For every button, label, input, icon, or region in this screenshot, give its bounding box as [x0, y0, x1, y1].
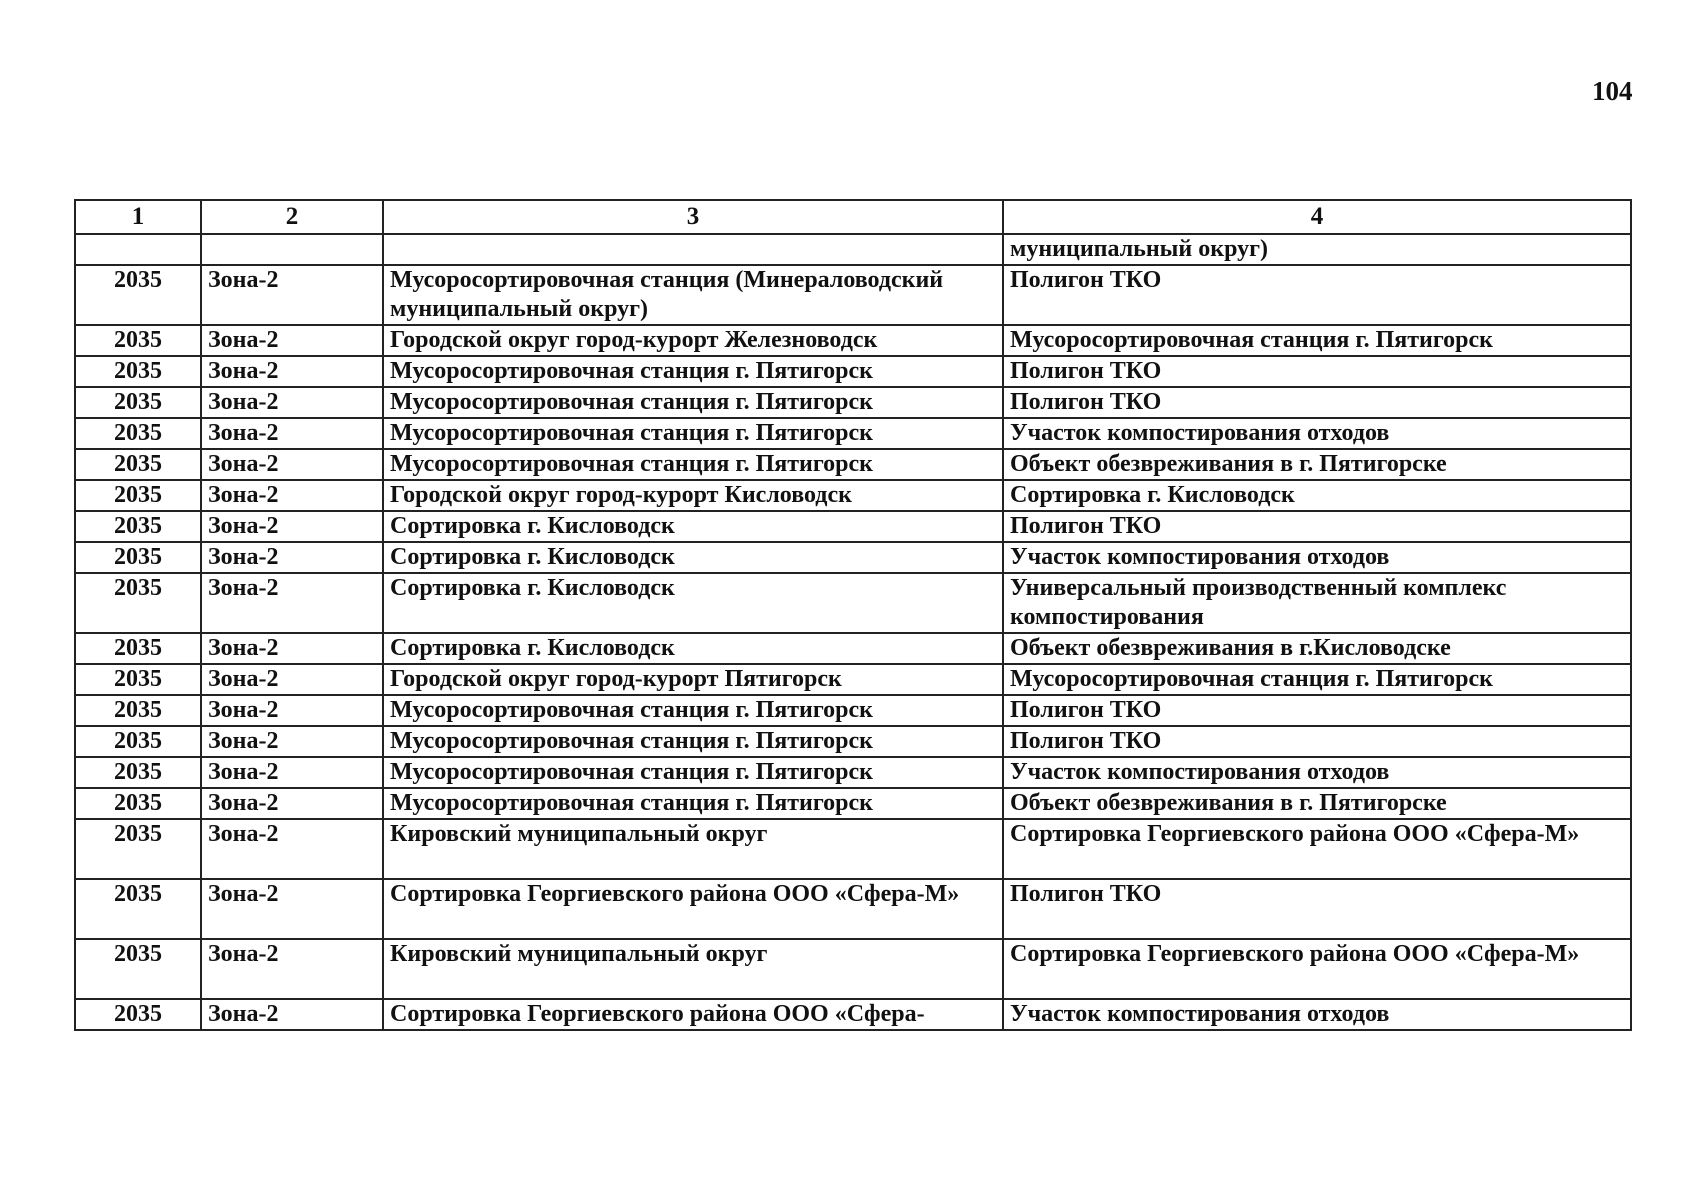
destination-cell: Мусоросортировочная станция г. Пятигорск: [1003, 325, 1631, 356]
destination-cell: Мусоросортировочная станция г. Пятигорск: [1003, 664, 1631, 695]
destination-cell: Участок компостирования отходов: [1003, 418, 1631, 449]
zone-cell: Зона-2: [201, 633, 383, 664]
destination-cell: Полигон ТКО: [1003, 265, 1631, 325]
source-cell: Городской округ город-курорт Железноводск: [383, 325, 1003, 356]
destination-cell: муниципальный округ): [1003, 234, 1631, 265]
table-row: [75, 234, 1631, 265]
year-cell: 2035: [75, 265, 201, 325]
source-cell: Мусоросортировочная станция г. Пятигорск: [383, 356, 1003, 387]
year-cell: 2035: [75, 999, 201, 1030]
year-cell: 2035: [75, 939, 201, 999]
source-cell: Мусоросортировочная станция г. Пятигорск: [383, 449, 1003, 480]
table-row: [75, 664, 1631, 695]
year-cell: 2035: [75, 757, 201, 788]
destination-cell: Полигон ТКО: [1003, 387, 1631, 418]
zone-cell: Зона-2: [201, 573, 383, 633]
zone-cell: Зона-2: [201, 999, 383, 1030]
table-row: [75, 480, 1631, 511]
zone-cell: Зона-2: [201, 695, 383, 726]
year-cell: [75, 234, 201, 265]
source-cell: Мусоросортировочная станция г. Пятигорск: [383, 726, 1003, 757]
column-header: 1: [75, 200, 201, 234]
year-cell: 2035: [75, 418, 201, 449]
table-row: [75, 819, 1631, 879]
year-cell: 2035: [75, 788, 201, 819]
table-row: [75, 939, 1631, 999]
zone-cell: Зона-2: [201, 939, 383, 999]
source-cell: Городской округ город-курорт Кисловодск: [383, 480, 1003, 511]
year-cell: 2035: [75, 726, 201, 757]
year-cell: 2035: [75, 879, 201, 939]
source-cell: Мусоросортировочная станция г. Пятигорск: [383, 757, 1003, 788]
zone-cell: Зона-2: [201, 726, 383, 757]
table-row: [75, 387, 1631, 418]
source-cell: Сортировка Георгиевского района ООО «Сфера-М»: [383, 879, 1003, 939]
destination-cell: Объект обезвреживания в г. Пятигорске: [1003, 788, 1631, 819]
table-row: [75, 726, 1631, 757]
column-header: 3: [383, 200, 1003, 234]
table-row: [75, 325, 1631, 356]
source-cell: Сортировка г. Кисловодск: [383, 511, 1003, 542]
year-cell: 2035: [75, 387, 201, 418]
zone-cell: Зона-2: [201, 757, 383, 788]
destination-cell: Универсальный производственный комплекс компостирования: [1003, 573, 1631, 633]
table-row: [75, 633, 1631, 664]
year-cell: 2035: [75, 480, 201, 511]
destination-cell: Сортировка г. Кисловодск: [1003, 480, 1631, 511]
destination-cell: Полигон ТКО: [1003, 356, 1631, 387]
destination-cell: Сортировка Георгиевского района ООО «Сфера-М»: [1003, 819, 1631, 879]
destination-cell: Объект обезвреживания в г.Кисловодске: [1003, 633, 1631, 664]
zone-cell: Зона-2: [201, 265, 383, 325]
column-header: 4: [1003, 200, 1631, 234]
year-cell: 2035: [75, 819, 201, 879]
zone-cell: Зона-2: [201, 879, 383, 939]
destination-cell: Сортировка Георгиевского района ООО «Сфера-М»: [1003, 939, 1631, 999]
year-cell: 2035: [75, 511, 201, 542]
zone-cell: Зона-2: [201, 387, 383, 418]
column-header: 2: [201, 200, 383, 234]
destination-cell: Полигон ТКО: [1003, 511, 1631, 542]
source-cell: Сортировка г. Кисловодск: [383, 633, 1003, 664]
source-cell: Мусоросортировочная станция г. Пятигорск: [383, 387, 1003, 418]
zone-cell: Зона-2: [201, 819, 383, 879]
destination-cell: Объект обезвреживания в г. Пятигорске: [1003, 449, 1631, 480]
source-cell: Мусоросортировочная станция (Минераловодский муниципальный округ): [383, 265, 1003, 325]
source-cell: Городской округ город-курорт Пятигорск: [383, 664, 1003, 695]
destination-cell: Участок компостирования отходов: [1003, 542, 1631, 573]
source-cell: Сортировка г. Кисловодск: [383, 573, 1003, 633]
page-number: 104: [1592, 76, 1633, 106]
year-cell: 2035: [75, 695, 201, 726]
zone-cell: Зона-2: [201, 418, 383, 449]
destination-cell: Полигон ТКО: [1003, 879, 1631, 939]
year-cell: 2035: [75, 633, 201, 664]
destination-cell: Участок компостирования отходов: [1003, 757, 1631, 788]
table-row: [75, 418, 1631, 449]
zone-cell: Зона-2: [201, 664, 383, 695]
table-row: [75, 511, 1631, 542]
destination-cell: Полигон ТКО: [1003, 695, 1631, 726]
table-row: [75, 356, 1631, 387]
destination-cell: Участок компостирования отходов: [1003, 999, 1631, 1030]
table-row: [75, 788, 1631, 819]
zone-cell: Зона-2: [201, 542, 383, 573]
source-cell: Сортировка г. Кисловодск: [383, 542, 1003, 573]
table-row: [75, 695, 1631, 726]
year-cell: 2035: [75, 325, 201, 356]
table-row: [75, 573, 1631, 633]
zone-cell: Зона-2: [201, 449, 383, 480]
year-cell: 2035: [75, 449, 201, 480]
table-row: [75, 449, 1631, 480]
source-cell: Кировский муниципальный округ: [383, 819, 1003, 879]
table-row: [75, 757, 1631, 788]
year-cell: 2035: [75, 573, 201, 633]
table-header-row: [75, 200, 1631, 234]
source-cell: Кировский муниципальный округ: [383, 939, 1003, 999]
routes-table: [74, 199, 1632, 1031]
source-cell: [383, 234, 1003, 265]
year-cell: 2035: [75, 664, 201, 695]
table-row: [75, 265, 1631, 325]
table-row: [75, 879, 1631, 939]
source-cell: Сортировка Георгиевского района ООО «Сфера-: [383, 999, 1003, 1030]
source-cell: Мусоросортировочная станция г. Пятигорск: [383, 418, 1003, 449]
zone-cell: Зона-2: [201, 788, 383, 819]
year-cell: 2035: [75, 542, 201, 573]
source-cell: Мусоросортировочная станция г. Пятигорск: [383, 788, 1003, 819]
zone-cell: Зона-2: [201, 511, 383, 542]
source-cell: Мусоросортировочная станция г. Пятигорск: [383, 695, 1003, 726]
table-row: [75, 542, 1631, 573]
year-cell: 2035: [75, 356, 201, 387]
zone-cell: Зона-2: [201, 480, 383, 511]
zone-cell: [201, 234, 383, 265]
destination-cell: Полигон ТКО: [1003, 726, 1631, 757]
zone-cell: Зона-2: [201, 356, 383, 387]
table-row: [75, 999, 1631, 1030]
zone-cell: Зона-2: [201, 325, 383, 356]
